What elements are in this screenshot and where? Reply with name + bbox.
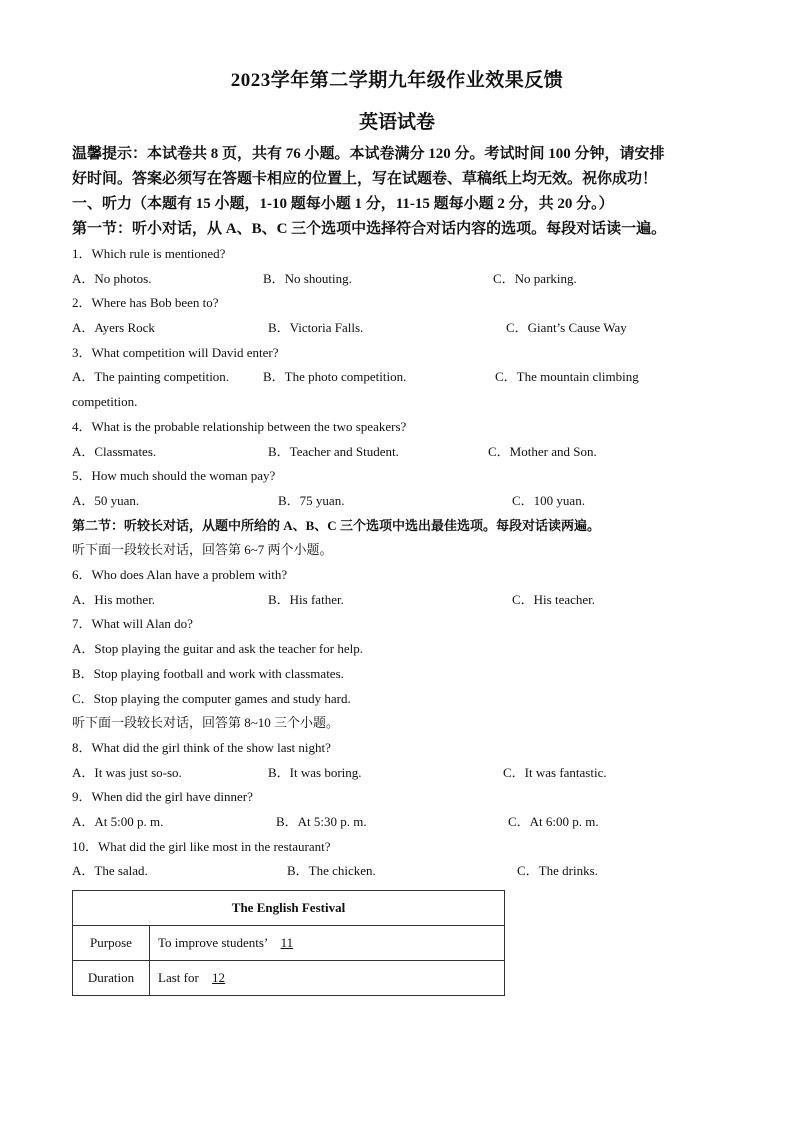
question-4: 4．What is the probable relationship between the two speakers? — [72, 418, 407, 434]
blank-12: 12 — [212, 970, 226, 986]
option-b: B．No shouting. — [263, 270, 352, 286]
option-b: B．His father. — [268, 591, 344, 607]
table-row — [73, 926, 505, 961]
blank-11: 11 — [280, 935, 294, 951]
options-1 — [72, 267, 722, 292]
options-3 — [72, 365, 722, 390]
option-c: C．Mother and Son. — [488, 443, 597, 459]
question-7: 7．What will Alan do? — [72, 616, 193, 632]
question-2: 2．Where has Bob been to? — [72, 295, 219, 311]
option-b: B．It was boring. — [268, 764, 362, 780]
option-c: C．The mountain climbing — [495, 369, 639, 385]
option-b: B．Stop playing football and work with classmates. — [72, 665, 344, 681]
question-9: 9．When did the girl have dinner? — [72, 789, 253, 805]
section1-heading: 第一节：听小对话，从 A、B、C 三个选项中选择符合对话内容的选项。每段对话读一遍。 — [72, 221, 667, 237]
row-label-purpose: Purpose — [73, 926, 150, 961]
notice-line-2: 好时间。答案必须写在答题卡相应的位置上，写在试题卷、草稿纸上均无效。祝你成功！ — [72, 171, 658, 187]
option-c: C．100 yuan. — [512, 492, 585, 508]
question-6: 6．Who does Alan have a problem with? — [72, 567, 288, 583]
section2-intro-1: 听下面一段较长对话，回答第 6~7 两个小题。 — [72, 542, 333, 558]
notice-line-1: 温馨提示：本试卷共 8 页，共有 76 小题。本试卷满分 120 分。考试时间 100 分钟，请安排 — [72, 146, 665, 162]
section2-heading: 第二节：听较长对话，从题中所给的 A、B、C 三个选项中选出最佳选项。每段对话读两遍。 — [72, 517, 600, 533]
option-b: B．75 yuan. — [278, 492, 345, 508]
row-cell-purpose — [150, 926, 505, 961]
options-5 — [72, 489, 722, 514]
option-b: B．Victoria Falls. — [268, 320, 364, 336]
option-c: C．His teacher. — [512, 591, 596, 607]
table-row — [73, 891, 505, 926]
option-a: A．The painting competition. — [72, 369, 230, 385]
options-10 — [72, 859, 722, 884]
part1-heading: 一、听力（本题有 15 小题，1-10 题每小题 1 分，11-15 题每小题 2 分，共 20 分。） — [72, 196, 614, 212]
option-a: A．Classmates. — [72, 443, 157, 459]
table-title: The English Festival — [73, 891, 505, 926]
row-label-duration: Duration — [73, 961, 150, 996]
option-a: A．His mother. — [72, 591, 156, 607]
exam-subtitle: 英语试卷 — [358, 112, 435, 133]
option-c: C．Stop playing the computer games and study hard. — [72, 690, 351, 706]
options-9 — [72, 810, 722, 835]
option-c: C．It was fantastic. — [503, 764, 607, 780]
question-5: 5．How much should the woman pay? — [72, 468, 276, 484]
option-c: C．No parking. — [493, 270, 577, 286]
options-8 — [72, 761, 722, 786]
duration-text: Last for — [158, 970, 199, 986]
options-4 — [72, 440, 722, 465]
row-cell-duration — [150, 961, 505, 996]
question-10: 10．What did the girl like most in the restaurant? — [72, 838, 331, 854]
purpose-text: To improve students’ — [158, 935, 268, 951]
section2-intro-2: 听下面一段较长对话，回答第 8~10 三个小题。 — [72, 715, 340, 731]
option-c: C．The drinks. — [517, 863, 598, 879]
option-b: B．The chicken. — [287, 863, 376, 879]
option-a: A．At 5:00 p. m. — [72, 814, 164, 830]
option-a: A．Stop playing the guitar and ask the teacher for help. — [72, 641, 363, 657]
option-a: A．50 yuan. — [72, 492, 140, 508]
option-c: C．Giant’s Cause Way — [506, 320, 627, 336]
option-a: A．Ayers Rock — [72, 320, 155, 336]
options-2 — [72, 316, 722, 341]
option-c: C．At 6:00 p. m. — [508, 814, 599, 830]
option-b: B．Teacher and Student. — [268, 443, 399, 459]
question-1: 1．Which rule is mentioned? — [72, 246, 226, 261]
option-b: B．The photo competition. — [263, 369, 407, 385]
option-b: B．At 5:30 p. m. — [276, 814, 367, 830]
option-a: A．No photos. — [72, 270, 152, 286]
question-8: 8．What did the girl think of the show last night? — [72, 739, 331, 755]
options-6 — [72, 588, 722, 613]
question-3: 3．What competition will David enter? — [72, 344, 279, 360]
option-a: A．It was just so-so. — [72, 764, 182, 780]
english-festival-table — [72, 890, 505, 996]
option-c-continued: competition. — [72, 394, 138, 410]
exam-title: 2023学年第二学期九年级作业效果反馈 — [230, 70, 564, 91]
table-row — [73, 961, 505, 996]
option-a: A．The salad. — [72, 863, 148, 879]
exam-page — [72, 66, 722, 996]
